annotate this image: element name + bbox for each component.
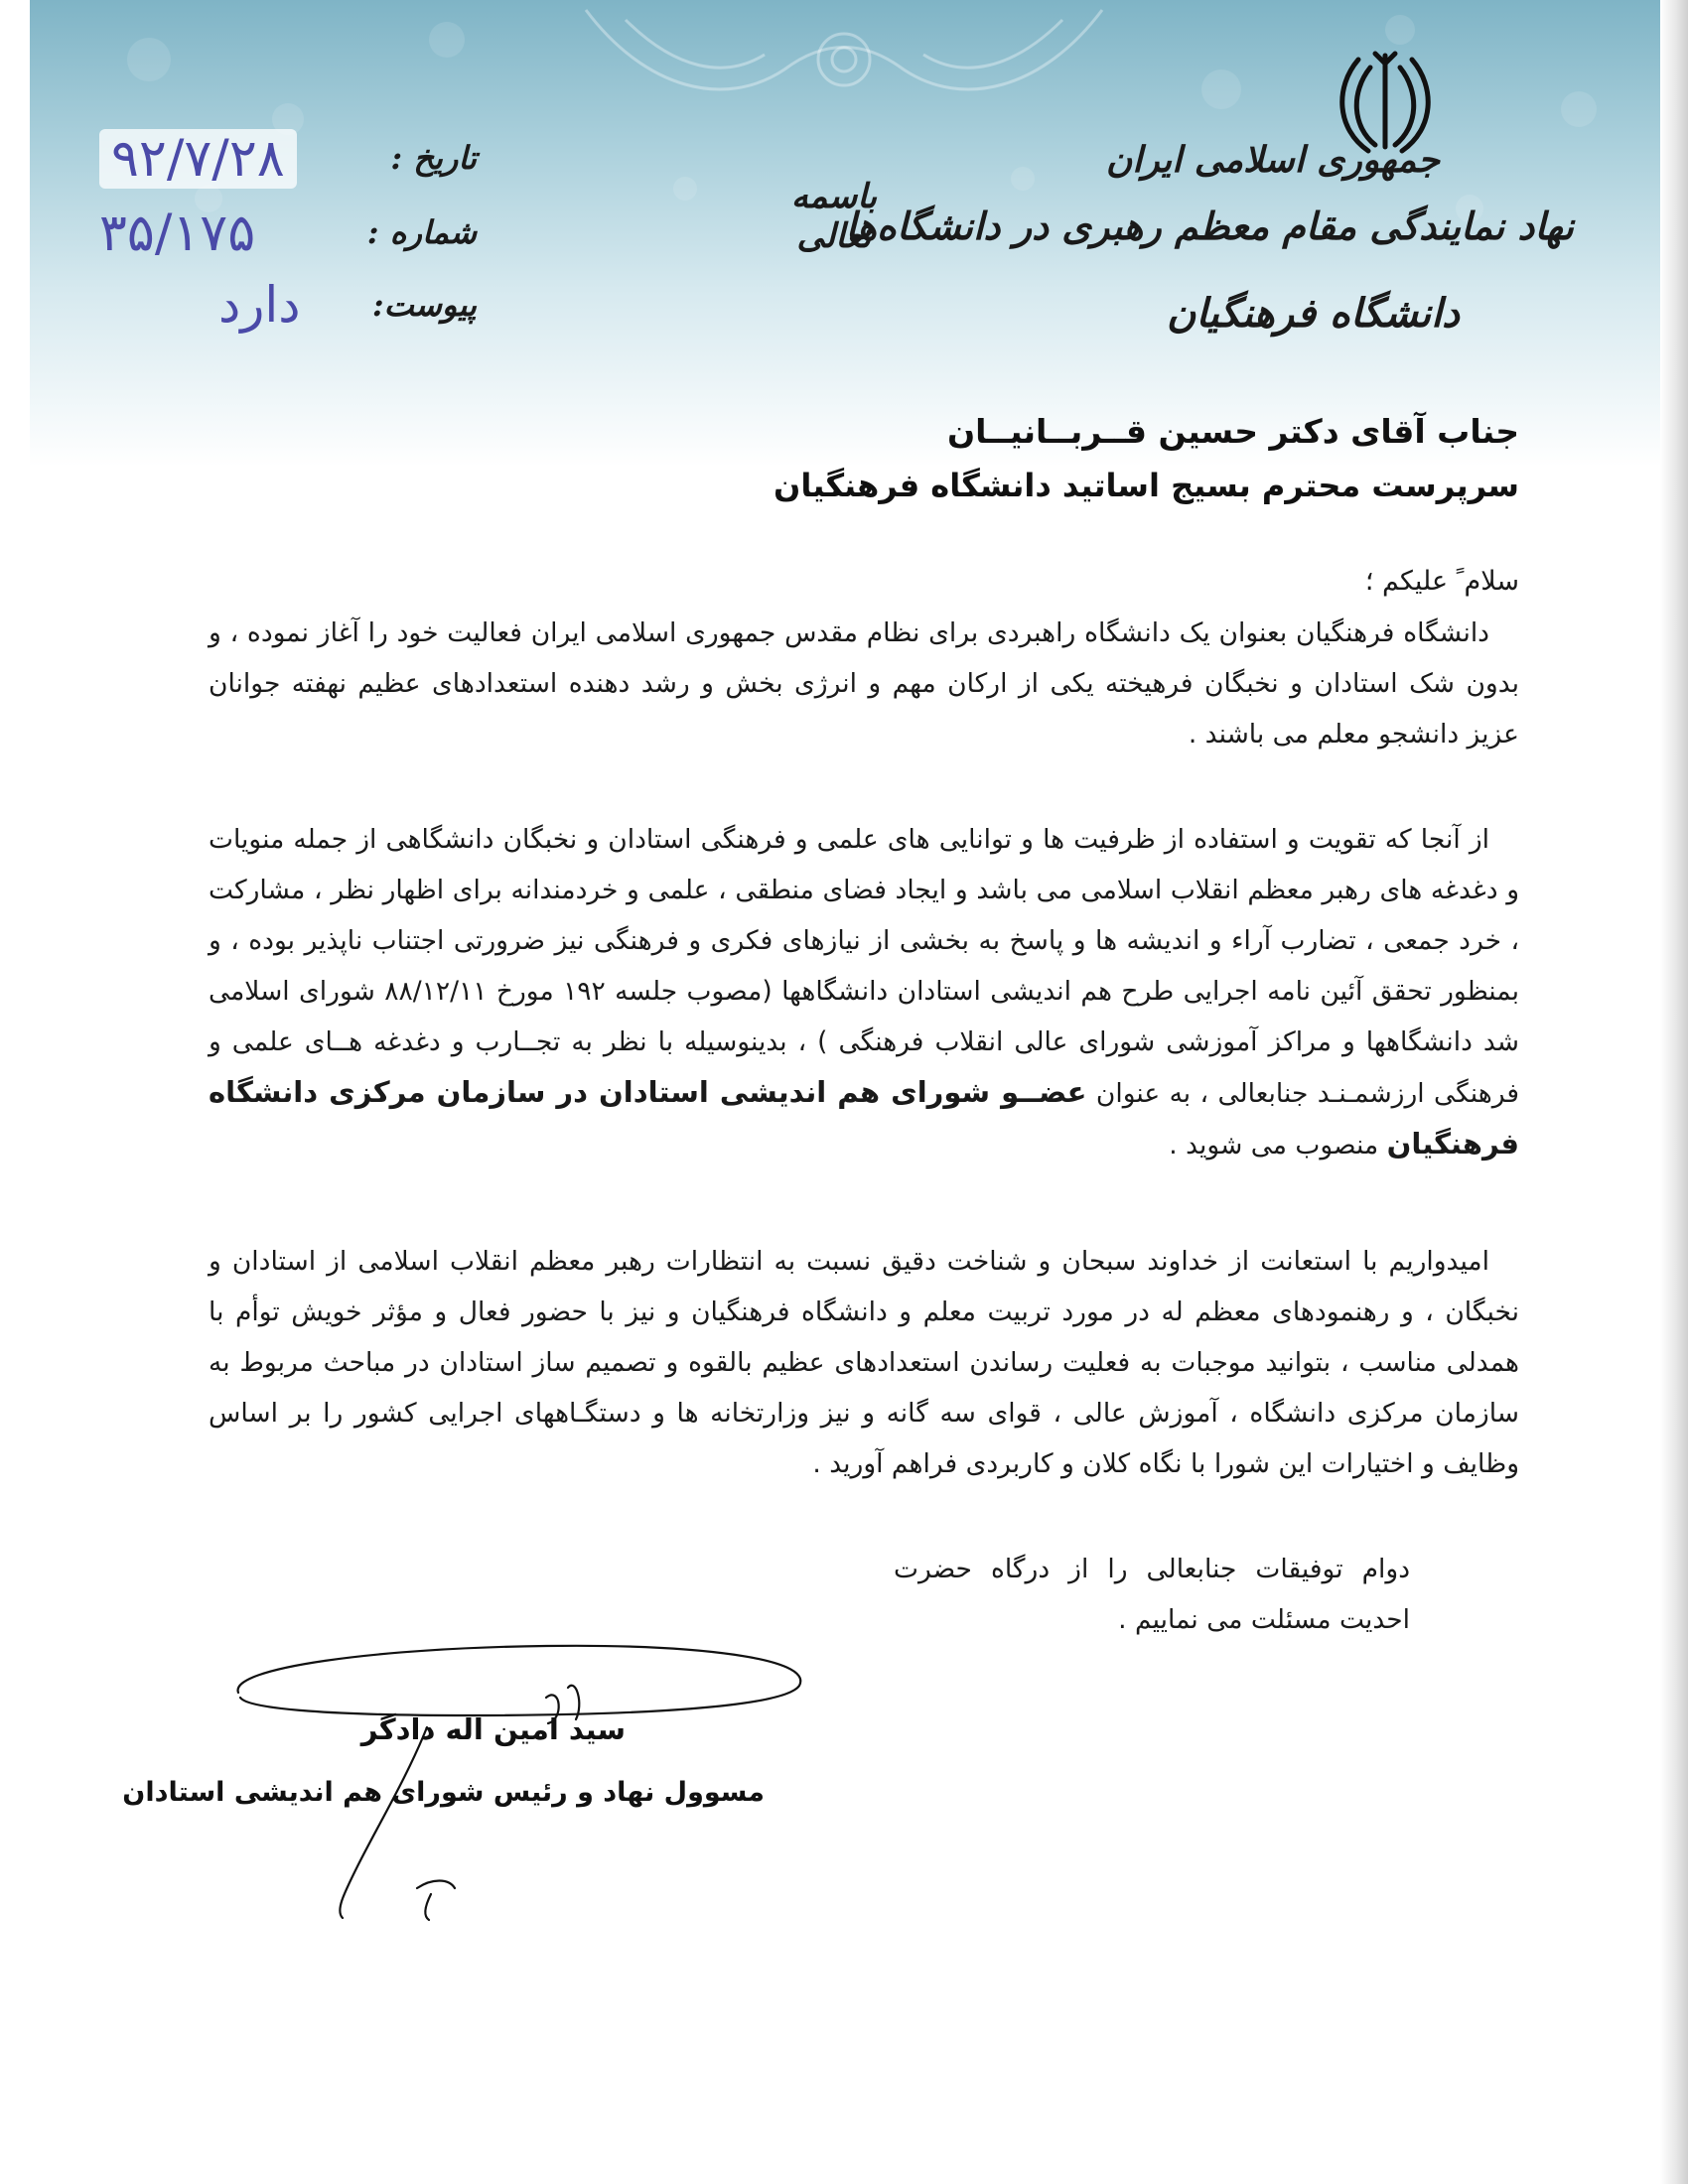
paragraph-1-text: دانشگاه فرهنگیان بعنوان یک دانشگاه راهبردی برای نظام مقدس جمهوری اسلامی ایران فعالیت خود را آغاز نموده ، و بدون شک استادان و نخبگان فرهیخته یکی از ارکان مهم و انرژی بخش و رشد دهنده استعدادهای عظیم نهفته جوانان عزیز دانشجو معلم می باشند . xyxy=(209,617,1519,750)
org-country: جمهوری اسلامی ایران xyxy=(1105,139,1440,181)
paragraph-2-text: از آنجا که تقویت و استفاده از ظرفیت ها و توانایی های علمی و فرهنگی استادان و نخبگان دانشگاهی از جمله منویات و دغدغه های رهبر معظم انقلاب اسلامی می باشد و ایجاد فضای منطقی ، علمی و خردمندانه برای اظهار نظر ، مشارکت ، خرد جمعی ، تضارب آراء و اندیشه ها و پاسخ به بخشی از نیازهای فکری و فرهنگی نیز ضرورتی اجتناب ناپذیر بوده ، و بمنظور تحقق آئین نامه اجرایی طرح هم اندیشی استادان دانشگاهها (مصوب جلسه ۱۹۲ مورخ ۸۸/۱۲/۱۱ شورای اسلامی شد دانشگاهها و مراکز آموزشی شورای عالی انقلاب فرهنگی ) ، بدینوسیله با نظر به تجــارب و دغدغه هــای علمی و فرهنگی ارزشمـنـد جنابعالی ، به عنوان xyxy=(209,824,1519,1109)
meta-number-row xyxy=(99,204,477,263)
paragraph-2-end: منصوب می شوید . xyxy=(1169,1130,1379,1160)
number-value: ۳۵/۱۷۵ xyxy=(99,204,256,263)
recipient-title: سرپرست محترم بسیج اساتید دانشگاه فرهنگیان xyxy=(774,467,1519,504)
paragraph-4 xyxy=(894,1544,1410,1645)
paragraph-4-text: دوام توفیقات جنابعالی را از درگاه حضرت احدیت مسئلت می نماییم . xyxy=(894,1554,1410,1635)
org-university: دانشگاه فرهنگیان xyxy=(1167,290,1460,337)
appointment-title: عضــو شورای هم اندیشی استادان در سازمان مرکزی دانشگاه فرهنگیان xyxy=(209,1075,1519,1160)
paragraph-3-text: امیدواریم با استعانت از خداوند سبحان و شناخت دقیق نسبت به انتظارات رهبر معظم انقلاب اسلامی از استادان و نخبگان ، و رهنمودهای معظم له در مورد تربیت معلم و دانشگاه فرهنگیان و نیز با حضور فعال و مؤثر خویش توأم با همدلی مناسب ، بتوانید موجبات به فعلیت رساندن استعدادهای عظیم بالقوه و تصمیم ساز استادان در مباحث مربوط به سازمان مرکزی دانشگاه ، آموزش عالی ، قوای سه گانه و نیز وزارتخانه ها و دستگـاههای اجرایی کشور را بر اساس وظایف و اختیارات این شورا با نگاه کلان و کاربردی فراهم آورید . xyxy=(209,1246,1519,1479)
scan-edge-shadow xyxy=(1660,0,1688,2184)
meta-attachment-row xyxy=(99,276,477,336)
signer-title: مسوول نهاد و رئیس شورای هم اندیشی استادان xyxy=(122,1777,765,1808)
attachment-value: دارد xyxy=(218,276,301,334)
paragraph-1 xyxy=(209,608,1519,759)
meta-date-row xyxy=(99,129,477,189)
number-label: شماره : xyxy=(366,213,477,251)
greeting: سلام ً علیکم ؛ xyxy=(1364,566,1519,597)
paragraph-3 xyxy=(209,1236,1519,1489)
bismillah-heading: باسمه تعالی xyxy=(790,177,878,256)
paragraph-2 xyxy=(209,814,1519,1170)
date-label: تاریخ : xyxy=(390,139,477,177)
recipient-name: جناب آقای دکتر حسین قــربــانیــان xyxy=(947,412,1519,451)
signer-name: سید امین اله دادگر xyxy=(360,1712,626,1746)
attachment-label: پیوست: xyxy=(371,286,477,324)
date-value: ۹۲/۷/۲۸ xyxy=(99,129,297,189)
org-representation: نهاد نمایندگی مقام معظم رهبری در دانشگاه‌ها xyxy=(845,204,1574,248)
